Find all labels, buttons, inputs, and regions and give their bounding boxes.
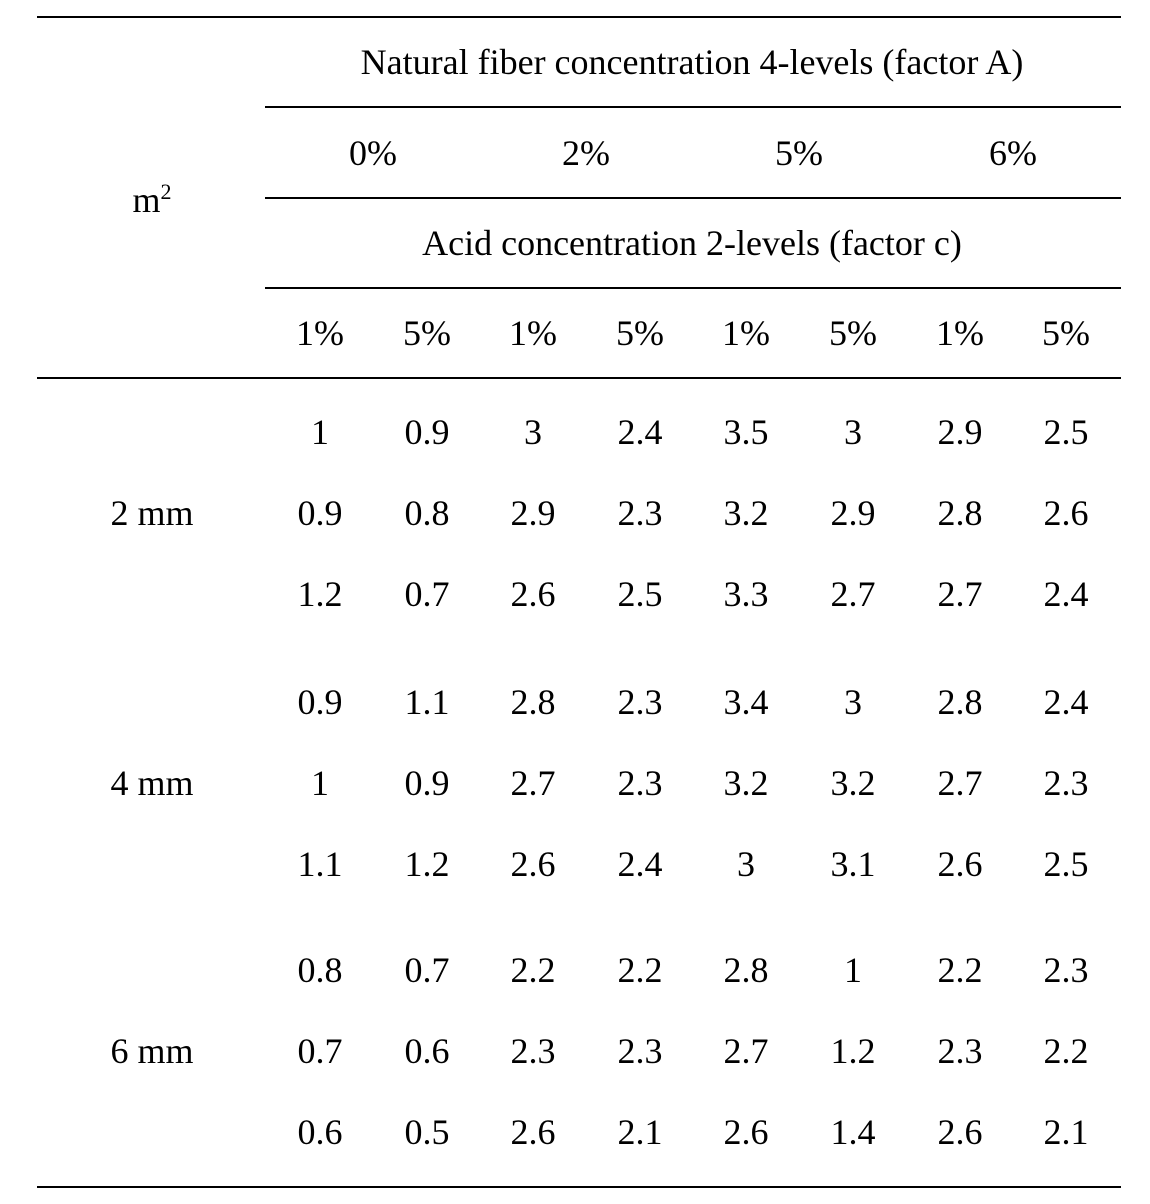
table-cell: 2.8 <box>510 682 556 722</box>
table-cell: 1 <box>311 412 329 452</box>
table-cell: 3 <box>737 844 755 884</box>
table-cell: 2.7 <box>937 763 983 803</box>
factor-c-level: 1% <box>722 313 770 353</box>
stub-header-text: m <box>132 180 161 220</box>
table-cell: 1.2 <box>404 844 450 884</box>
factor-c-rule <box>265 287 1121 289</box>
table-cell: 2.4 <box>1043 574 1089 614</box>
table-cell: 2.5 <box>1043 412 1089 452</box>
table-cell: 2.8 <box>723 950 769 990</box>
factor-a-level: 6% <box>989 133 1037 173</box>
table-cell: 3.2 <box>723 493 769 533</box>
table-cell: 2.7 <box>830 574 876 614</box>
table-cell: 2.2 <box>937 950 983 990</box>
table-cell: 0.5 <box>404 1112 450 1152</box>
bottom-rule <box>37 1186 1121 1188</box>
factor-a-level: 2% <box>562 133 610 173</box>
table-cell: 2.6 <box>937 1112 983 1152</box>
factor-c-level: 1% <box>936 313 984 353</box>
factor-c-level: 5% <box>829 313 877 353</box>
table-cell: 2.4 <box>617 844 663 884</box>
table-cell: 2.3 <box>510 1031 556 1071</box>
factor-c-label: Acid concentration 2-levels (factor c) <box>422 223 962 263</box>
table-cell: 0.9 <box>404 412 450 452</box>
table-cell: 1.1 <box>297 844 343 884</box>
table-cell: 2.5 <box>617 574 663 614</box>
table-cell: 0.7 <box>404 950 450 990</box>
table-cell: 2.9 <box>937 412 983 452</box>
table-cell: 2.6 <box>510 574 556 614</box>
top-rule <box>37 16 1121 18</box>
table-cell: 2.7 <box>937 574 983 614</box>
table-cell: 2.8 <box>937 493 983 533</box>
factor-c-level: 1% <box>509 313 557 353</box>
table-cell: 2.3 <box>1043 950 1089 990</box>
table-cell: 2.2 <box>510 950 556 990</box>
table-cell: 3.5 <box>723 412 769 452</box>
table-cell: 2.3 <box>937 1031 983 1071</box>
table-cell: 2.1 <box>617 1112 663 1152</box>
table-cell: 1.2 <box>830 1031 876 1071</box>
table-cell: 2.6 <box>1043 493 1089 533</box>
table-cell: 1 <box>844 950 862 990</box>
stub-header <box>132 180 171 220</box>
table-cell: 0.9 <box>297 682 343 722</box>
table-cell: 3 <box>524 412 542 452</box>
factor-a-level: 5% <box>775 133 823 173</box>
table-cell: 3.3 <box>723 574 769 614</box>
factor-c-level: 1% <box>296 313 344 353</box>
table-cell: 0.7 <box>297 1031 343 1071</box>
table-cell: 2.1 <box>1043 1112 1089 1152</box>
factor-a-label: Natural fiber concentration 4-levels (factor A) <box>360 42 1024 82</box>
table-cell: 1.4 <box>830 1112 876 1152</box>
table-cell: 2.3 <box>617 1031 663 1071</box>
table-cell: 0.9 <box>297 493 343 533</box>
table-cell: 2.6 <box>510 1112 556 1152</box>
row-group-label: 6 mm <box>110 1031 194 1071</box>
table-cell: 3.1 <box>830 844 876 884</box>
table-cell: 3 <box>844 412 862 452</box>
table-cell: 3.4 <box>723 682 769 722</box>
table-cell: 2.3 <box>1043 763 1089 803</box>
factor-c-level: 5% <box>1042 313 1090 353</box>
factor-a-levels-rule <box>265 197 1121 199</box>
table-cell: 2.7 <box>510 763 556 803</box>
table-cell: 3 <box>844 682 862 722</box>
table-cell: 1 <box>311 763 329 803</box>
table-cell: 2.9 <box>510 493 556 533</box>
table-cell: 1.1 <box>404 682 450 722</box>
header-bottom-rule <box>37 377 1121 379</box>
factor-a-level: 0% <box>349 133 397 173</box>
row-group-label: 4 mm <box>110 763 194 803</box>
table-cell: 2.4 <box>617 412 663 452</box>
table-cell: 0.7 <box>404 574 450 614</box>
row-group-label: 2 mm <box>110 493 194 533</box>
table-cell: 2.4 <box>1043 682 1089 722</box>
table-cell: 2.7 <box>723 1031 769 1071</box>
table-cell: 3.2 <box>830 763 876 803</box>
table-cell: 2.9 <box>830 493 876 533</box>
table-cell: 2.3 <box>617 763 663 803</box>
factor-a-rule <box>265 106 1121 108</box>
table-cell: 2.2 <box>617 950 663 990</box>
table-cell: 0.9 <box>404 763 450 803</box>
table-cell: 0.8 <box>404 493 450 533</box>
table-cell: 2.5 <box>1043 844 1089 884</box>
table-cell: 0.8 <box>297 950 343 990</box>
table-cell: 2.8 <box>937 682 983 722</box>
table-cell: 0.6 <box>297 1112 343 1152</box>
table-cell: 1.2 <box>297 574 343 614</box>
table-cell: 2.2 <box>1043 1031 1089 1071</box>
factor-c-level: 5% <box>616 313 664 353</box>
table-cell: 0.6 <box>404 1031 450 1071</box>
table-cell: 2.3 <box>617 493 663 533</box>
table-cell: 2.6 <box>510 844 556 884</box>
stub-header-superscript: 2 <box>160 179 172 204</box>
table-cell: 2.6 <box>937 844 983 884</box>
factor-c-level: 5% <box>403 313 451 353</box>
table-cell: 2.3 <box>617 682 663 722</box>
table-cell: 3.2 <box>723 763 769 803</box>
table-cell: 2.6 <box>723 1112 769 1152</box>
